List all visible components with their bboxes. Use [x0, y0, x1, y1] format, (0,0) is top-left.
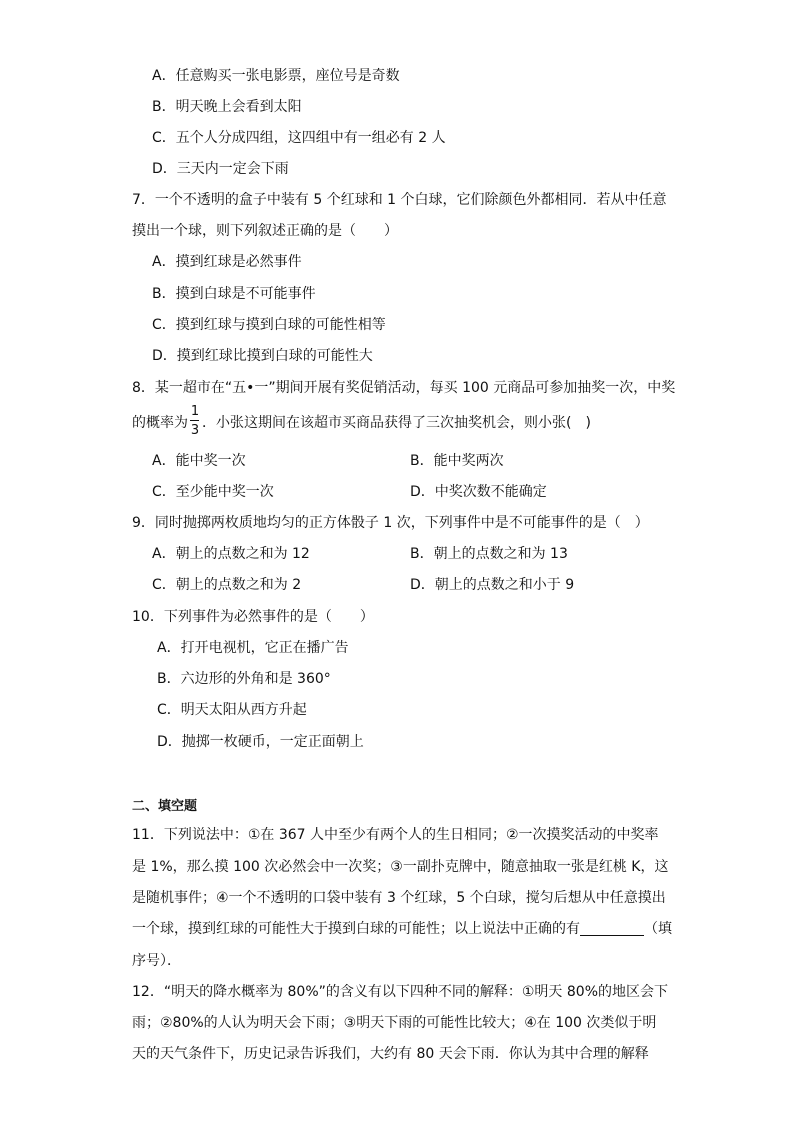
q10-option-b: B．六边形的外角和是 360°	[157, 671, 331, 687]
q12-line-3: 天的天气条件下，历史记录告诉我们，大约有 80 天会下雨．你认为其中合理的解释	[132, 1046, 649, 1062]
q8-option-b: B．能中奖两次	[410, 453, 504, 469]
q11-line-2: 是 1%，那么摸 100 次必然会中一次奖；③一副扑克牌中，随意抽取一张是红桃 K，这	[132, 859, 669, 875]
q11-line-3: 是随机事件；④一个不透明的口袋中装有 3 个红球，5 个白球，搅匀后想从中任意摸出	[132, 890, 666, 906]
q9-stem: 9．同时抛掷两枚质地均匀的正方体骰子 1 次，下列事件中是不可能事件的是（ ）	[132, 515, 649, 531]
q7-option-b: B．摸到白球是不可能事件	[152, 286, 316, 302]
fraction-denominator: 3	[190, 423, 200, 438]
q8-stem-suffix: ．小张这期间在该超市买商品获得了三次抽奖机会，则小张( )	[202, 415, 591, 431]
section-heading-fill-in: 二、填空题	[132, 799, 198, 814]
q7-option-a: A．摸到红球是必然事件	[152, 254, 302, 270]
q9-option-b: B．朝上的点数之和为 13	[410, 546, 568, 562]
q10-stem: 10．下列事件为必然事件的是（ ）	[132, 609, 374, 625]
q6-option-d: D．三天内一定会下雨	[152, 161, 289, 177]
q6-option-a: A．任意购买一张电影票，座位号是奇数	[152, 68, 400, 84]
q11-line-5: 序号）．	[132, 953, 181, 969]
q11-line-1: 11．下列说法中：①在 367 人中至少有两个人的生日相同；②一次摸奖活动的中奖率	[132, 827, 659, 843]
q11-line-4	[132, 919, 672, 939]
q6-option-c: C．五个人分成四组，这四组中有一组必有 2 人	[152, 130, 446, 146]
q7-option-d: D．摸到红球比摸到白球的可能性大	[152, 348, 373, 364]
answer-blank[interactable]	[580, 921, 644, 936]
q7-stem-line-1: 7．一个不透明的盒子中装有 5 个红球和 1 个白球，它们除颜色外都相同．若从中任意	[132, 192, 667, 208]
q7-stem-line-2: 摸出一个球，则下列叙述正确的是（ ）	[132, 223, 398, 239]
q9-option-d: D．朝上的点数之和小于 9	[410, 577, 575, 593]
q6-option-b: B．明天晚上会看到太阳	[152, 99, 302, 115]
q10-option-c: C．明天太阳从西方升起	[157, 702, 307, 718]
q7-option-c: C．摸到红球与摸到白球的可能性相等	[152, 317, 386, 333]
fraction-numerator: 1	[190, 404, 200, 419]
q8-option-c: C．至少能中奖一次	[152, 484, 274, 500]
q12-line-2: 雨；②80%的人认为明天会下雨；③明天下雨的可能性比较大；④在 100 次类似于明	[132, 1015, 657, 1031]
q10-option-d: D．抛掷一枚硬币，一定正面朝上	[157, 734, 364, 750]
fraction-bar	[190, 420, 199, 421]
q8-option-a: A．能中奖一次	[152, 453, 246, 469]
q11-line-4-text: 一个球，摸到红球的可能性大于摸到白球的可能性；以上说法中正确的有	[132, 921, 580, 937]
q8-option-d: D．中奖次数不能确定	[410, 484, 547, 500]
q9-option-a: A．朝上的点数之和为 12	[152, 546, 310, 562]
q8-stem-prefix: 的概率为	[132, 415, 188, 431]
q8-stem-line-1: 8．某一超市在“五•一”期间开展有奖促销活动，每买 100 元商品可参加抽奖一次，中奖	[132, 380, 676, 396]
q11-line-4-suffix: （填	[644, 921, 672, 937]
q12-line-1: 12．“明天的降水概率为 80%”的含义有以下四种不同的解释：①明天 80%的地区会下	[132, 984, 669, 1000]
q9-option-c: C．朝上的点数之和为 2	[152, 577, 302, 593]
q10-option-a: A．打开电视机，它正在播广告	[157, 640, 349, 656]
